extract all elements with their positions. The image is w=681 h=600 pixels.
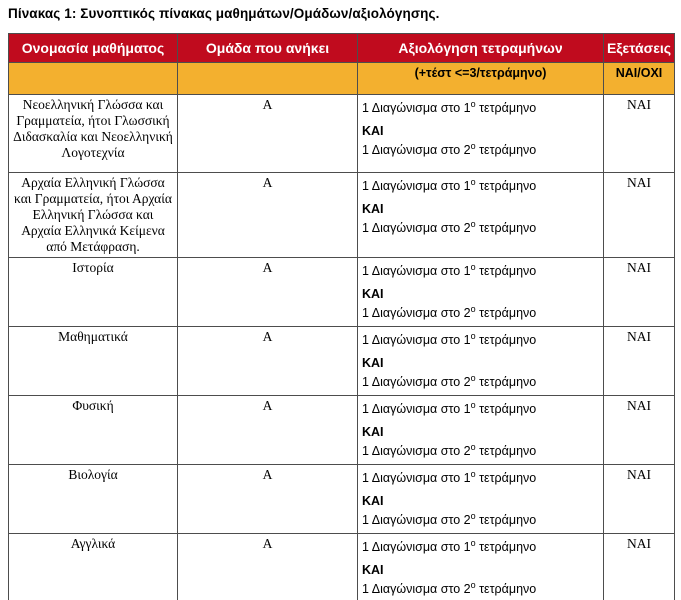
exams-cell: ΝΑΙ	[604, 173, 675, 258]
assessment-line-2: 1 Διαγώνισμα στο $2^o$ τετράμηνο	[362, 579, 537, 596]
exams-cell: ΝΑΙ	[604, 95, 675, 173]
table-row	[9, 533, 675, 600]
assessment-connector: ΚΑΙ	[362, 493, 384, 508]
assessment-cell	[358, 326, 604, 395]
exams-cell: ΝΑΙ	[604, 326, 675, 395]
assessment-connector: ΚΑΙ	[362, 124, 384, 138]
assessment-line-2: 1 Διαγώνισμα στο $2^o$ τετράμηνο	[362, 510, 537, 527]
assessment-line-1: 1 Διαγώνισμα στο $1^o$ τετράμηνο	[362, 98, 537, 115]
exams-cell: ΝΑΙ	[604, 533, 675, 600]
table-row	[9, 257, 675, 326]
assessment-cell	[358, 173, 604, 258]
assessment-line-1: 1 Διαγώνισμα στο $1^o$ τετράμηνο	[362, 330, 537, 347]
subheader-group-empty	[178, 63, 358, 95]
assessment-connector: ΚΑΙ	[362, 202, 384, 216]
assessment-line-2: 1 Διαγώνισμα στο $2^o$ τετράμηνο	[362, 441, 537, 458]
group-cell: Α	[178, 533, 358, 600]
exams-cell: ΝΑΙ	[604, 257, 675, 326]
assessment-line-2: 1 Διαγώνισμα στο $2^o$ τετράμηνο	[362, 303, 537, 320]
subheader-assessment-note: (+τέστ <=3/τετράμηνο)	[358, 63, 604, 95]
assessment-connector: ΚΑΙ	[362, 424, 384, 439]
subheader-exams-options: ΝΑΙ/ΟΧΙ	[604, 63, 675, 95]
assessment-cell	[358, 533, 604, 600]
group-cell: Α	[178, 257, 358, 326]
assessment-line-1: 1 Διαγώνισμα στο $1^o$ τετράμηνο	[362, 468, 537, 485]
subject-cell: Ιστορία	[9, 257, 178, 326]
subject-cell: Φυσική	[9, 395, 178, 464]
subject-cell: Βιολογία	[9, 464, 178, 533]
col-header-subject: Ονομασία μαθήματος	[9, 34, 178, 63]
col-header-assessment: Αξιολόγηση τετραμήνων	[358, 34, 604, 63]
table-row	[9, 95, 675, 173]
table-row	[9, 395, 675, 464]
assessment-line-1: 1 Διαγώνισμα στο $1^o$ τετράμηνο	[362, 399, 537, 416]
courses-table	[8, 33, 675, 600]
group-cell: Α	[178, 326, 358, 395]
col-header-group: Ομάδα που ανήκει	[178, 34, 358, 63]
assessment-line-1: 1 Διαγώνισμα στο $1^o$ τετράμηνο	[362, 537, 537, 554]
assessment-line-2: 1 Διαγώνισμα στο $2^o$ τετράμηνο	[362, 372, 537, 389]
col-header-exams: Εξετάσεις	[604, 34, 675, 63]
assessment-line-1: 1 Διαγώνισμα στο $1^o$ τετράμηνο	[362, 176, 537, 193]
table-subheader-row	[9, 63, 675, 95]
group-cell: Α	[178, 464, 358, 533]
table-row	[9, 464, 675, 533]
assessment-line-2: 1 Διαγώνισμα στο $2^o$ τετράμηνο	[362, 140, 537, 157]
assessment-cell	[358, 95, 604, 173]
subheader-subject-empty	[9, 63, 178, 95]
subject-cell: Αγγλικά	[9, 533, 178, 600]
subject-cell: Μαθηματικά	[9, 326, 178, 395]
assessment-cell	[358, 464, 604, 533]
exams-cell: ΝΑΙ	[604, 395, 675, 464]
table-header-row	[9, 34, 675, 63]
assessment-line-2: 1 Διαγώνισμα στο $2^o$ τετράμηνο	[362, 218, 537, 235]
assessment-connector: ΚΑΙ	[362, 355, 384, 370]
table-caption: Πίνακας 1: Συνοπτικός πίνακας μαθημάτων/Ομάδων/αξιολόγησης.	[8, 6, 440, 21]
assessment-cell	[358, 257, 604, 326]
assessment-cell	[358, 395, 604, 464]
table-row	[9, 326, 675, 395]
assessment-connector: ΚΑΙ	[362, 562, 384, 577]
subject-cell: Αρχαία Ελληνική Γλώσσα και Γραμματεία, ήτοι Αρχαία Ελληνική Γλώσσα και Αρχαία Ελληνικά Κείμενα από Μετάφραση.	[9, 173, 178, 258]
assessment-line-1: 1 Διαγώνισμα στο $1^o$ τετράμηνο	[362, 261, 537, 278]
table-row	[9, 173, 675, 258]
assessment-connector: ΚΑΙ	[362, 286, 384, 301]
group-cell: Α	[178, 173, 358, 258]
exams-cell: ΝΑΙ	[604, 464, 675, 533]
group-cell: Α	[178, 95, 358, 173]
group-cell: Α	[178, 395, 358, 464]
subject-cell: Νεοελληνική Γλώσσα και Γραμματεία, ήτοι Γλωσσική Διδασκαλία και Νεοελληνική Λογοτεχνία	[9, 95, 178, 173]
